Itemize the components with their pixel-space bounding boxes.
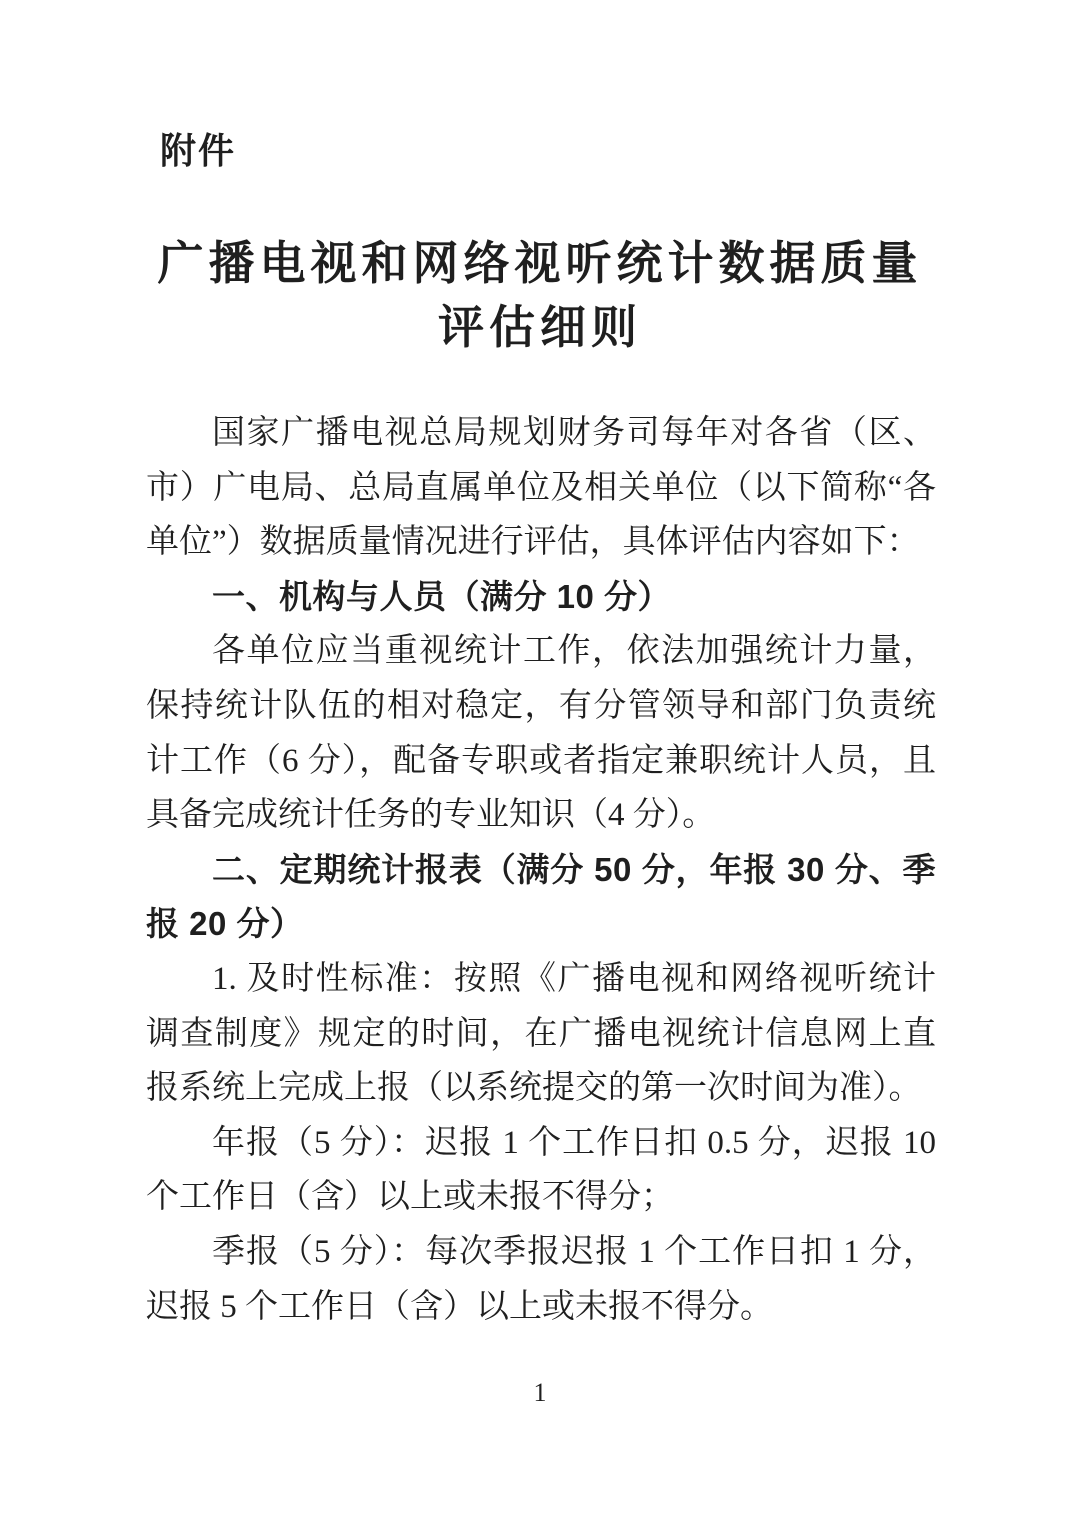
page-number: 1	[533, 1378, 547, 1407]
document-body	[146, 406, 936, 1334]
document-title-line2: 评估细则	[438, 302, 642, 353]
paragraph-quarterly-report-rule: 季报（5 分）：每次季报迟报 1 个工作日扣 1 分，迟报 5 个工作日（含）以上或未报不得分。	[146, 1233, 936, 1325]
document-title	[0, 232, 1080, 360]
section-heading-1: 一、机构与人员（满分 10 分）	[212, 577, 672, 615]
document-title-line1: 广播电视和网络视听统计数据质量	[157, 238, 923, 289]
paragraph-annual-report-rule: 年报（5 分）：迟报 1 个工作日扣 0.5 分，迟报 10 个工作日（含）以上或未报不得分；	[146, 1124, 936, 1216]
section-heading-2: 二、定期统计报表（满分 50 分，年报 30 分、季报 20 分）	[146, 850, 936, 943]
paragraph-timeliness-standard: 1. 及时性标准：按照《广播电视和网络视听统计调查制度》规定的时间，在广播电视统计信息网上直报系统上完成上报（以系统提交的第一次时间为准）。	[146, 960, 936, 1107]
attachment-label: 附件	[160, 130, 237, 171]
paragraph-intro: 国家广播电视总局规划财务司每年对各省（区、市）广电局、总局直属单位及相关单位（以下简称“各单位”）数据质量情况进行评估，具体评估内容如下：	[146, 415, 936, 561]
paragraph-section-1: 各单位应当重视统计工作，依法加强统计力量，保持统计队伍的相对稳定，有分管领导和部门负责统计工作（6 分），配备专职或者指定兼职统计人员，且具备完成统计任务的专业知识（4 分）。	[146, 633, 936, 834]
